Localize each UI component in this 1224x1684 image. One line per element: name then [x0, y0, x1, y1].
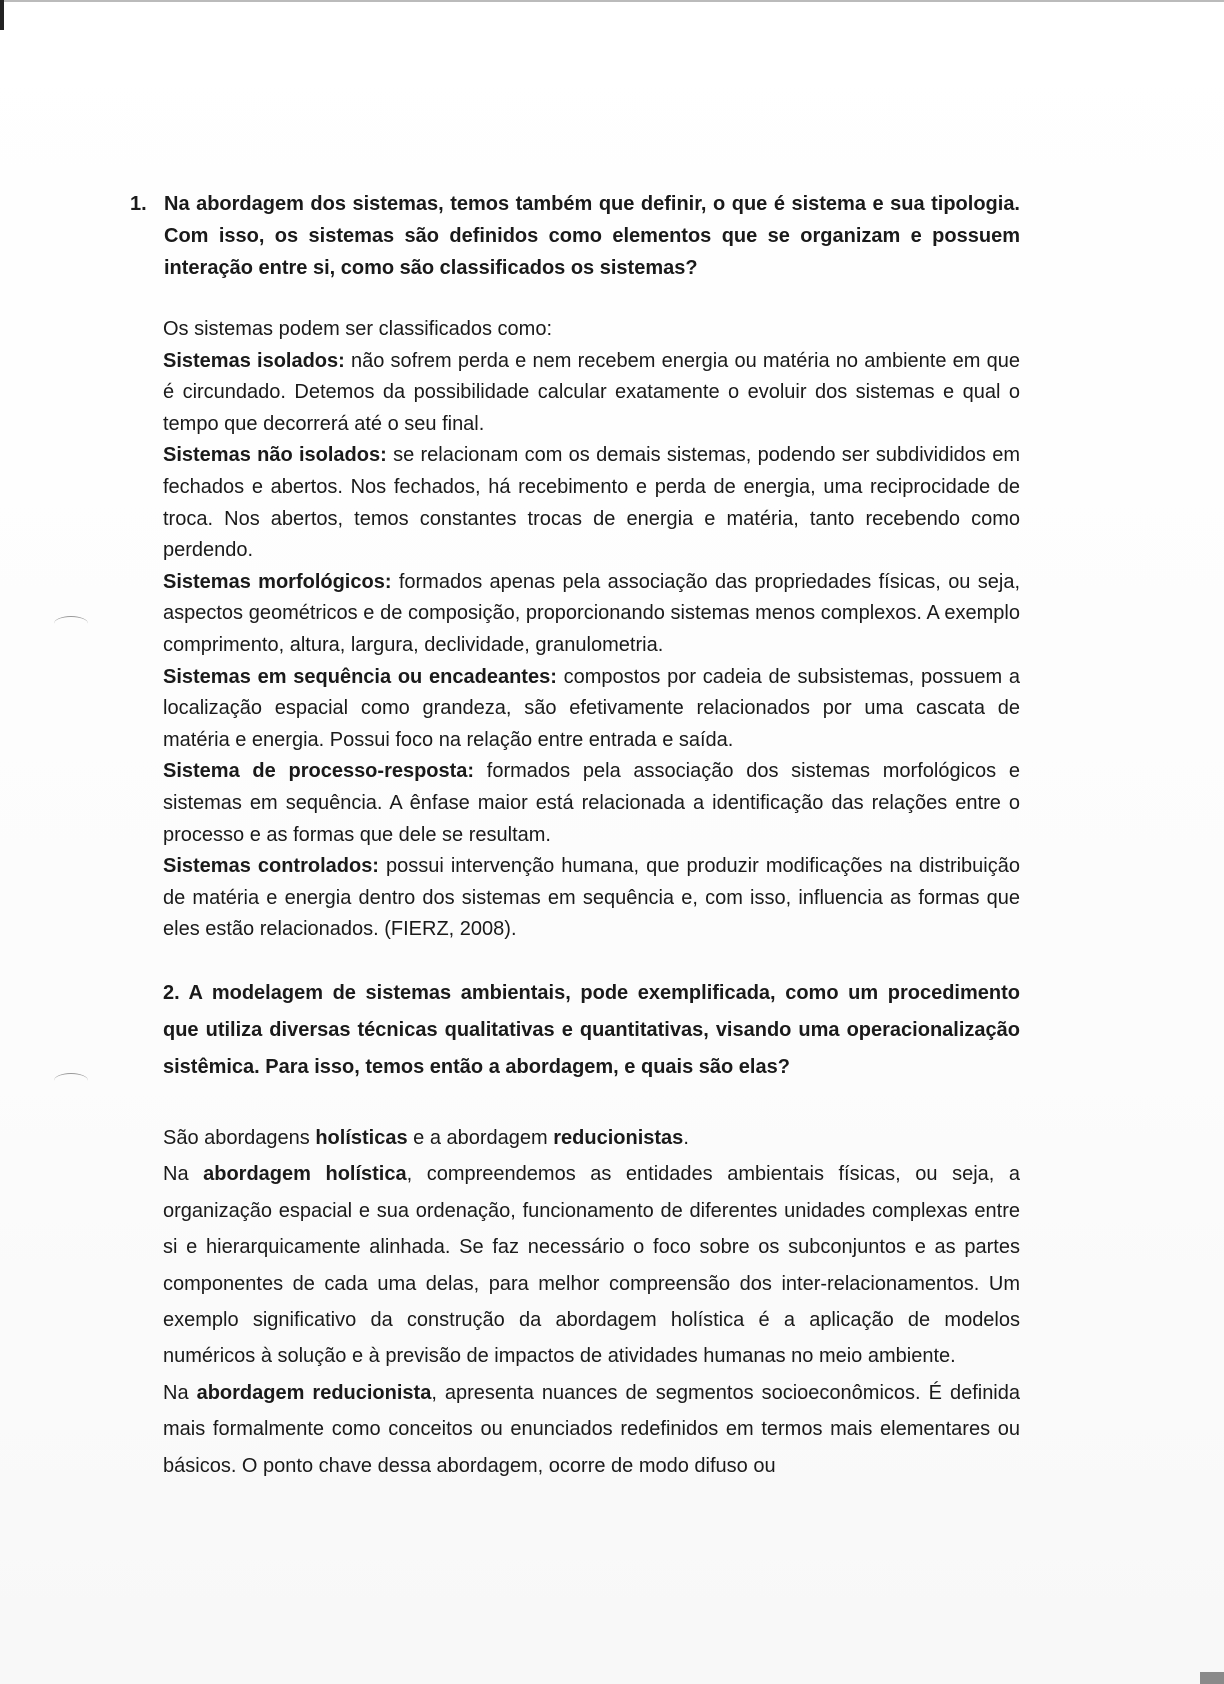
system-type-term: Sistemas não isolados: [163, 444, 387, 467]
punch-hole-mark [54, 616, 88, 631]
holistic-paragraph [163, 1156, 1020, 1374]
system-type-isolated [163, 346, 1020, 441]
answer-2 [163, 1120, 1020, 1484]
question-1-number: 1. [130, 193, 147, 215]
scan-edge-top [0, 0, 1224, 2]
intro-bold-reductionist: reducionistas [553, 1127, 684, 1149]
paragraph-text: , compreendemos as entidades ambientais físicas, ou seja, a organização espacial e sua ordenação, funcionamento de diferentes unidades complexas entre si e hierarquicamente alinhada. Se faz necessário o foco sobre os subconjuntos e as partes componentes de cada uma delas, para melhor compreensão dos inter-relacionamentos. Um exemplo significativo da construção da abordagem holística é a aplicação de modelos numéricos à solução e à previsão de impactos de atividades humanas no meio ambiente. [163, 1163, 1021, 1368]
system-type-morphological [163, 567, 1020, 662]
reductionist-term: abordagem reducionista [196, 1381, 432, 1404]
question-2: 2. A modelagem de sistemas ambientais, pode exemplificada, como um procedimento que utiliza diversas técnicas qualitativas e quantitativas, visando uma operacionalização sistêmica. Para isso, temos então a abordagem, e quais são elas? [163, 982, 1020, 1078]
paragraph-text: Na [163, 1163, 204, 1186]
system-type-process-response [163, 756, 1020, 851]
system-type-term: Sistemas controlados: [163, 855, 379, 878]
system-type-description: formados pela associação dos sistemas morfológicos e sistemas em sequência. A ênfase maior está relacionada a identificação das relações entre o processo e as formas que dele se resultam. [163, 760, 1020, 846]
intro-text: e a abordagem [407, 1127, 554, 1149]
scan-corner-mark [1200, 1672, 1224, 1684]
question-1-text: Na abordagem dos sistemas, temos também que definir, o que é sistema e sua tipologia. Com isso, os sistemas são definidos como elementos que se organizam e possuem interação entre si, como são classificados os sistemas? [164, 193, 1020, 279]
system-type-non-isolated [163, 440, 1020, 566]
holistic-term: abordagem holística [203, 1163, 407, 1186]
question-1 [130, 188, 1020, 284]
system-type-term: Sistema de processo-resposta: [163, 760, 475, 783]
answer-2-intro [163, 1120, 1020, 1156]
reductionist-paragraph [163, 1375, 1020, 1484]
system-type-term: Sistemas morfológicos: [163, 570, 392, 593]
answer-1 [163, 314, 1020, 946]
system-type-description: formados apenas pela associação das propriedades físicas, ou seja, aspectos geométricos e de composição, proporcionando sistemas menos complexos. A exemplo comprimento, altura, largura, declividade, granulometria. [163, 570, 1021, 656]
system-type-controlled [163, 851, 1020, 946]
intro-text: . [683, 1127, 689, 1149]
system-type-description: possui intervenção humana, que produzir modificações na distribuição de matéria e energia dentro dos sistemas em sequência e, com isso, influencia as formas que eles estão relacionados. (FIERZ, 2008). [163, 855, 1020, 941]
system-type-sequence [163, 662, 1020, 757]
answer-1-intro: Os sistemas podem ser classificados como: [163, 318, 553, 340]
intro-bold-holistic: holísticas [315, 1127, 408, 1149]
paragraph-text: , apresenta nuances de segmentos socioeconômicos. É definida mais formalmente como conceitos ou enunciados redefinidos em termos mais elementares ou básicos. O ponto chave dessa abordagem, ocorre de modo difuso ou [163, 1381, 1021, 1477]
punch-hole-mark [54, 1073, 88, 1088]
system-type-term: Sistemas isolados: [163, 349, 345, 372]
system-type-description: se relacionam com os demais sistemas, podendo ser subdivididos em fechados e abertos. Nos fechados, há recebimento e perda de energia, uma reciprocidade de troca. Nos abertos, temos constantes trocas de energia e matéria, tanto recebendo como perdendo. [163, 444, 1021, 562]
system-type-description: compostos por cadeia de subsistemas, possuem a localização espacial como grandeza, são efetivamente relacionados por uma cascata de matéria e energia. Possui foco na relação entre entrada e saída. [163, 665, 1020, 751]
intro-text: São abordagens [163, 1127, 316, 1149]
scan-edge-left [0, 0, 4, 30]
system-type-term: Sistemas em sequência ou encadeantes: [163, 665, 557, 688]
paragraph-text: Na [163, 1381, 197, 1404]
system-type-description: não sofrem perda e nem recebem energia ou matéria no ambiente em que é circundado. Detemos da possibilidade calcular exatamente o evoluir dos sistemas e qual o tempo que decorrerá até o seu final. [163, 349, 1020, 435]
